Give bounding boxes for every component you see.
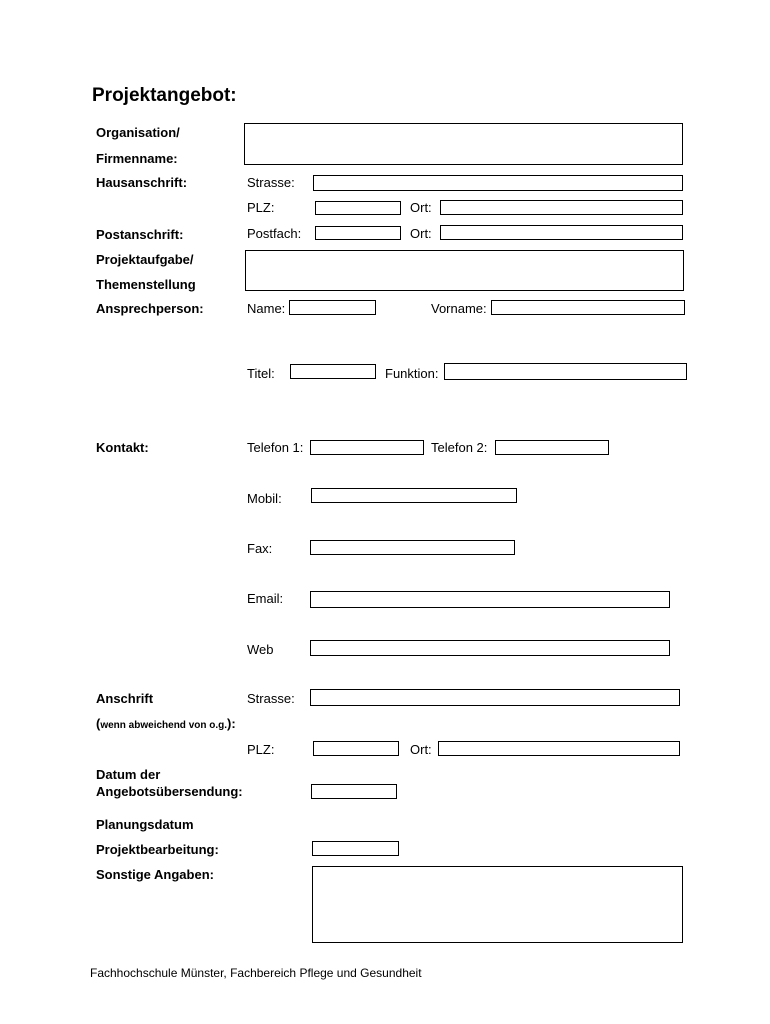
angebotsuebersendung-label: Angebotsübersendung: (96, 784, 243, 799)
mobil-label: Mobil: (247, 491, 282, 506)
web-label: Web (247, 642, 274, 657)
titel-label: Titel: (247, 366, 275, 381)
ansprechperson-label: Ansprechperson: (96, 301, 204, 316)
organisation-input[interactable] (244, 123, 683, 165)
web-input[interactable] (310, 640, 670, 656)
vorname-label: Vorname: (431, 301, 487, 316)
plz2-label: PLZ: (247, 742, 275, 757)
postanschrift-label: Postanschrift: (96, 227, 184, 242)
ort2-input[interactable] (438, 741, 680, 756)
strasse-label: Strasse: (247, 175, 295, 190)
strasse2-input[interactable] (310, 689, 680, 706)
plz-label: PLZ: (247, 200, 275, 215)
post-ort-input[interactable] (440, 225, 683, 240)
page-title: Projektangebot: (92, 85, 237, 106)
post-ort-label: Ort: (410, 226, 432, 241)
sonstige-angaben-label: Sonstige Angaben: (96, 867, 214, 882)
email-label: Email: (247, 591, 284, 606)
projektbearbeitung-input[interactable] (312, 841, 399, 856)
ort2-label: Ort: (410, 742, 432, 757)
strasse2-label: Strasse: (247, 691, 295, 706)
plz-input[interactable] (315, 201, 401, 215)
hausanschrift-label: Hausanschrift: (96, 175, 188, 190)
telefon1-label: Telefon 1: (247, 440, 304, 455)
postfach-label: Postfach: (247, 226, 302, 241)
ort-input[interactable] (440, 200, 683, 215)
telefon2-label: Telefon 2: (431, 440, 488, 455)
planungsdatum-label: Planungsdatum (96, 817, 194, 832)
kontakt-label: Kontakt: (96, 440, 149, 455)
funktion-label: Funktion: (385, 366, 439, 381)
firmenname-label: Firmenname: (96, 151, 178, 166)
anschrift-label: Anschrift (96, 691, 154, 706)
strasse-input[interactable] (313, 175, 683, 191)
fax-label: Fax: (247, 541, 273, 556)
angebotsuebersendung-input[interactable] (311, 784, 397, 799)
funktion-input[interactable] (444, 363, 687, 380)
name-label: Name: (247, 301, 286, 316)
vorname-input[interactable] (491, 300, 685, 315)
anschrift-note: (wenn abweichend von o.g.): (96, 716, 236, 731)
footer-text: Fachhochschule Münster, Fachbereich Pflege und Gesundheit (90, 966, 422, 980)
fax-input[interactable] (310, 540, 515, 555)
postfach-input[interactable] (315, 226, 401, 240)
sonstige-angaben-input[interactable] (312, 866, 683, 943)
email-input[interactable] (310, 591, 670, 608)
themenstellung-label: Themenstellung (96, 277, 196, 292)
mobil-input[interactable] (311, 488, 517, 503)
titel-input[interactable] (290, 364, 376, 379)
projektaufgabe-input[interactable] (245, 250, 684, 291)
telefon2-input[interactable] (495, 440, 609, 455)
projektaufgabe-label: Projektaufgabe/ (96, 252, 194, 267)
ort-label: Ort: (410, 200, 432, 215)
organisation-label: Organisation/ (96, 125, 180, 140)
plz2-input[interactable] (313, 741, 399, 756)
projektbearbeitung-label: Projektbearbeitung: (96, 842, 219, 857)
datum-der-label: Datum der (96, 767, 161, 782)
name-input[interactable] (289, 300, 376, 315)
telefon1-input[interactable] (310, 440, 424, 455)
